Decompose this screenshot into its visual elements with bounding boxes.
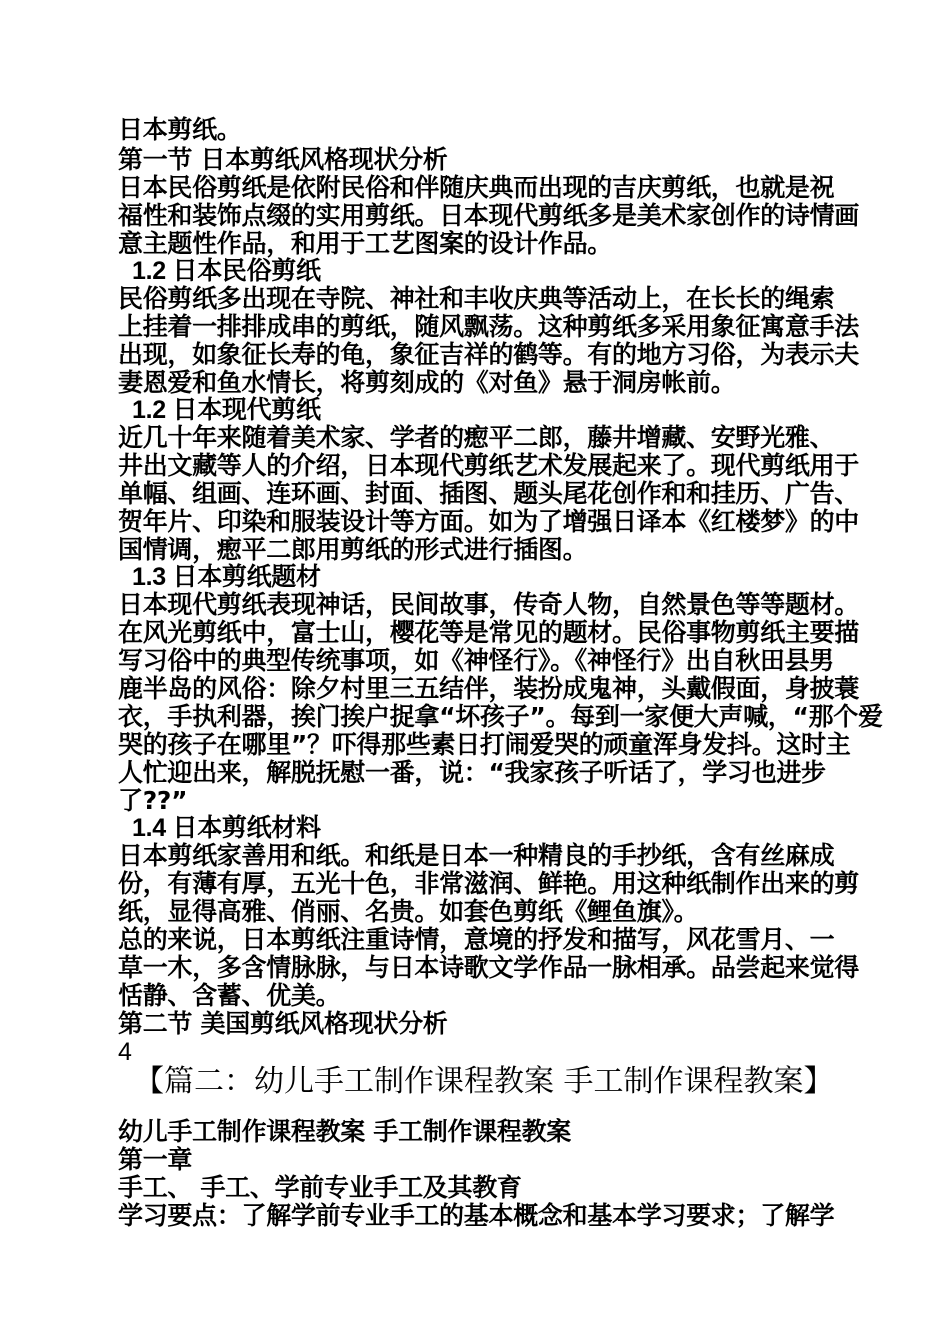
text-line: 近几十年来随着美术家、学者的瘛平二郎，藤井增藏、安野光雅、 xyxy=(118,423,835,452)
chapter-title: 【篇二：幼儿手工制作课程教案 手工制作课程教案】 xyxy=(134,1064,834,1099)
text-line: 鹿半岛的风俗：除夕村里三五结伴，装扮成鬼神，头戴假面，身披蓑 xyxy=(118,674,860,703)
section-heading: 第二节 美国剪纸风格现状分析 xyxy=(118,1009,448,1038)
text-line: 贺年片、印染和服装设计等方面。如为了增强日译本《红楼梦》的中 xyxy=(118,507,860,536)
text-line: 民俗剪纸多出现在寺院、神社和丰收庆典等活动上，在长长的绳索 xyxy=(118,284,835,313)
text-line: 手工、 手工、学前专业手工及其教育 xyxy=(118,1173,522,1202)
text-line: 日本剪纸家善用和纸。和纸是日本一种精良的手抄纸，含有丝麻成 xyxy=(118,841,835,870)
text-line: 井出文藏等人的介绍，日本现代剪纸艺术发展起来了。现代剪纸用于 xyxy=(118,451,860,480)
text-line: 了??” xyxy=(118,786,188,815)
text-line: 总的来说，日本剪纸注重诗情，意境的抒发和描写，风花雪月、一 xyxy=(118,925,835,954)
subsection-heading: 1.2 日本现代剪纸 xyxy=(132,396,321,424)
text-line: 草一木，多含情脉脉，与日本诗歌文学作品一脉相承。品尝起来觉得 xyxy=(118,953,860,982)
text-line: 日本民俗剪纸是依附民俗和伴随庆典而出现的吉庆剪纸，也就是祝 xyxy=(118,173,835,202)
subsection-heading: 1.4 日本剪纸材料 xyxy=(132,814,321,842)
text-line: 写习俗中的典型传统事项，如《神怪行》。《神怪行》出自秋田县男 xyxy=(118,646,835,675)
text-line: 衣，手执利器，挨门挨户捉拿“坏孩子”。每到一家便大声喊，“那个爱 xyxy=(118,702,883,731)
text-line: 在风光剪纸中，富士山，樱花等是常见的题材。民俗事物剪纸主要描 xyxy=(118,618,860,647)
text-line: 意主题性作品，和用于工艺图案的设计作品。 xyxy=(118,229,613,258)
subsection-heading: 1.3 日本剪纸题材 xyxy=(132,563,321,591)
text-line: 纸，显得高雅、俏丽、名贵。如套色剪纸《鲤鱼旗》。 xyxy=(118,897,699,926)
text-line: 单幅、组画、连环画、封面、插图、题头尾花创作和和挂历、广告、 xyxy=(118,479,860,508)
text-line: 恬静、含蓄、优美。 xyxy=(118,981,341,1010)
text-line: 份，有薄有厚，五光十色，非常滋润、鲜艳。用这种纸制作出来的剪 xyxy=(118,869,860,898)
text-line: 幼儿手工制作课程教案 手工制作课程教案 xyxy=(118,1117,572,1146)
text-line: 日本剪纸。 xyxy=(118,115,242,144)
subsection-heading: 1.2 日本民俗剪纸 xyxy=(132,257,321,285)
text-line: 上挂着一排排成串的剪纸，随风飘荡。这种剪纸多采用象征寓意手法 xyxy=(118,312,860,341)
text-line: 日本现代剪纸表现神话，民间故事，传奇人物，自然景色等等题材。 xyxy=(118,590,860,619)
text-line: 哭的孩子在哪里”？吓得那些素日打闹爱哭的顽童浑身发抖。这时主 xyxy=(118,730,851,759)
text-line: 学习要点：了解学前专业手工的基本概念和基本学习要求；了解学 xyxy=(118,1201,835,1230)
text-line: 出现，如象征长寿的龟，象征吉祥的鹤等。有的地方习俗，为表示夫 xyxy=(118,340,860,369)
text-line: 国情调，瘛平二郎用剪纸的形式进行插图。 xyxy=(118,535,588,564)
text-line: 人忙迎出来，解脱抚慰一番，说：“我家孩子听话了，学习也进步 xyxy=(118,758,826,787)
section-heading: 第一节 日本剪纸风格现状分析 xyxy=(118,145,448,174)
text-line: 福性和装饰点缀的实用剪纸。日本现代剪纸多是美术家创作的诗情画 xyxy=(118,201,860,230)
text-line: 第一章 xyxy=(118,1145,193,1174)
page-number: 4 xyxy=(118,1038,132,1066)
text-line: 妻恩爱和鱼水情长，将剪刻成的《对鱼》悬于洞房帐前。 xyxy=(118,368,736,397)
